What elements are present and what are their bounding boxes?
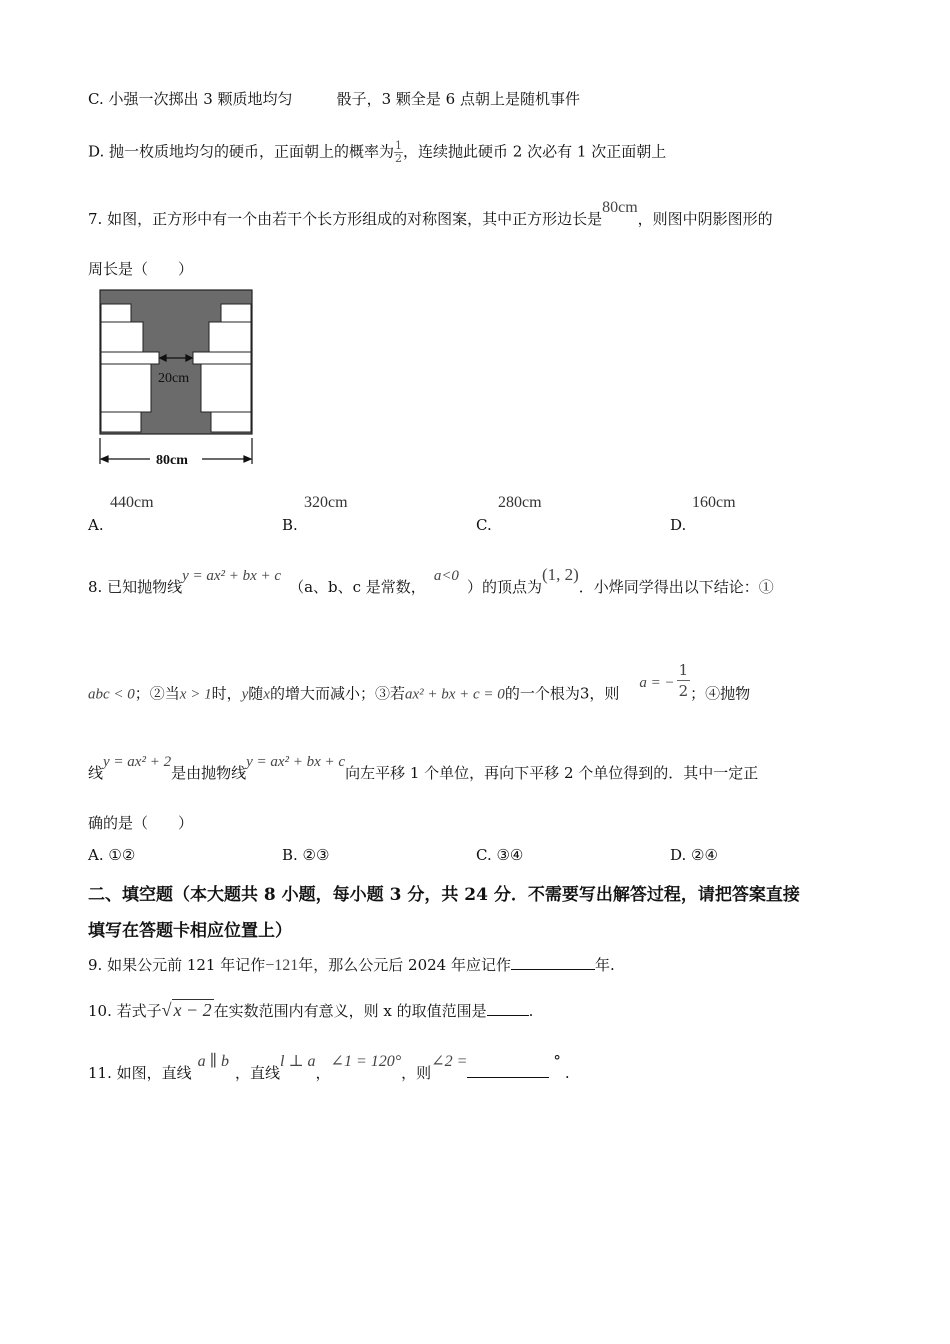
q11: 11. 如图，直线a ∥ b，直线l ⊥ a，∠1 = 120°，则∠2 = °.: [88, 1052, 570, 1082]
q11-answer-blank[interactable]: [467, 1063, 549, 1078]
left-rect-4: [101, 364, 151, 412]
section-heading-line2: 填写在答题卡相应位置上）: [88, 921, 292, 941]
right-rect-5: [211, 412, 251, 432]
right-rect-2: [209, 322, 251, 352]
q10-answer-blank[interactable]: [487, 1001, 529, 1016]
left-rect-3: [101, 352, 159, 364]
q8-stem-line1: 8. 已知抛物线y = ax² + bx + c（a、b、c 是常数，a<0）的顶点为(1, 2)．小烨同学得出以下结论：①: [88, 565, 774, 596]
section-heading-line1: 二、填空题（本大题共 8 小题，每小题 3 分，共 24 分．不需要写出解答过程，请把答案直接: [88, 885, 800, 905]
left-rect-5: [101, 412, 141, 432]
q7-stem-cont: 周长是（ ）: [88, 260, 194, 278]
q7-figure: [96, 286, 258, 470]
width-label: 80cm: [156, 453, 188, 468]
q8-option-d[interactable]: D. ②④: [670, 846, 718, 864]
q8-stem-line4: 确的是（ ）: [88, 814, 194, 832]
q6-option-d: D. 抛一枚质地均匀的硬币，正面朝上的概率为 $\frac{1}{2}$ ，连续抛此硬币 2 次必有 1 次正面朝上: [88, 139, 667, 165]
left-rect-2: [101, 322, 143, 352]
right-rect-1: [221, 304, 251, 322]
q7-option-a[interactable]: A. 440cm: [88, 494, 154, 534]
q7-option-c[interactable]: C. 280cm: [476, 494, 542, 534]
q7-option-b[interactable]: B. 320cm: [282, 494, 348, 534]
q9: 9. 如果公元前 121 年记作−121年，那么公元后 2024 年应记作 年.: [88, 956, 615, 974]
gap-label: 20cm: [158, 371, 190, 386]
q9-answer-blank[interactable]: [511, 955, 595, 970]
q8-stem-line3: 线y = ax² + 2是由抛物线y = ax² + bx + c向左平移 1 个单位，再向下平移 2 个单位得到的．其中一定正: [88, 754, 759, 782]
q7-option-d[interactable]: D. 160cm: [670, 494, 736, 534]
q7-stem: 7. 如图，正方形中有一个由若干个长方形组成的对称图案，其中正方形边长是80cm，则图中阴影图形的: [88, 199, 773, 228]
left-rect-1: [101, 304, 131, 322]
right-rect-4: [201, 364, 251, 412]
fraction-one-half: $\frac{1}{2}$: [395, 139, 403, 165]
q8-option-a[interactable]: A. ①②: [88, 846, 136, 864]
q8-option-b[interactable]: B. ②③: [282, 846, 330, 864]
q10: 10. 若式子√ x − 2 在实数范围内有意义，则 x 的取值范围是 .: [88, 1000, 534, 1020]
right-rect-3: [193, 352, 251, 364]
q8-stem-line2: abc < 0；②当x > 1时，y随x的增大而减小；③若ax² + bx + c = 0的一个根为3，则a = − $\frac{1}{2}$ ；④抛物: [88, 661, 751, 703]
sqrt-expression: √ x − 2: [161, 1000, 212, 1020]
q6-option-c: C. 小强一次掷出 3 颗质地均匀 骰子，3 颗全是 6 点朝上是随机事件: [88, 90, 580, 108]
q8-option-c[interactable]: C. ③④: [476, 846, 524, 864]
